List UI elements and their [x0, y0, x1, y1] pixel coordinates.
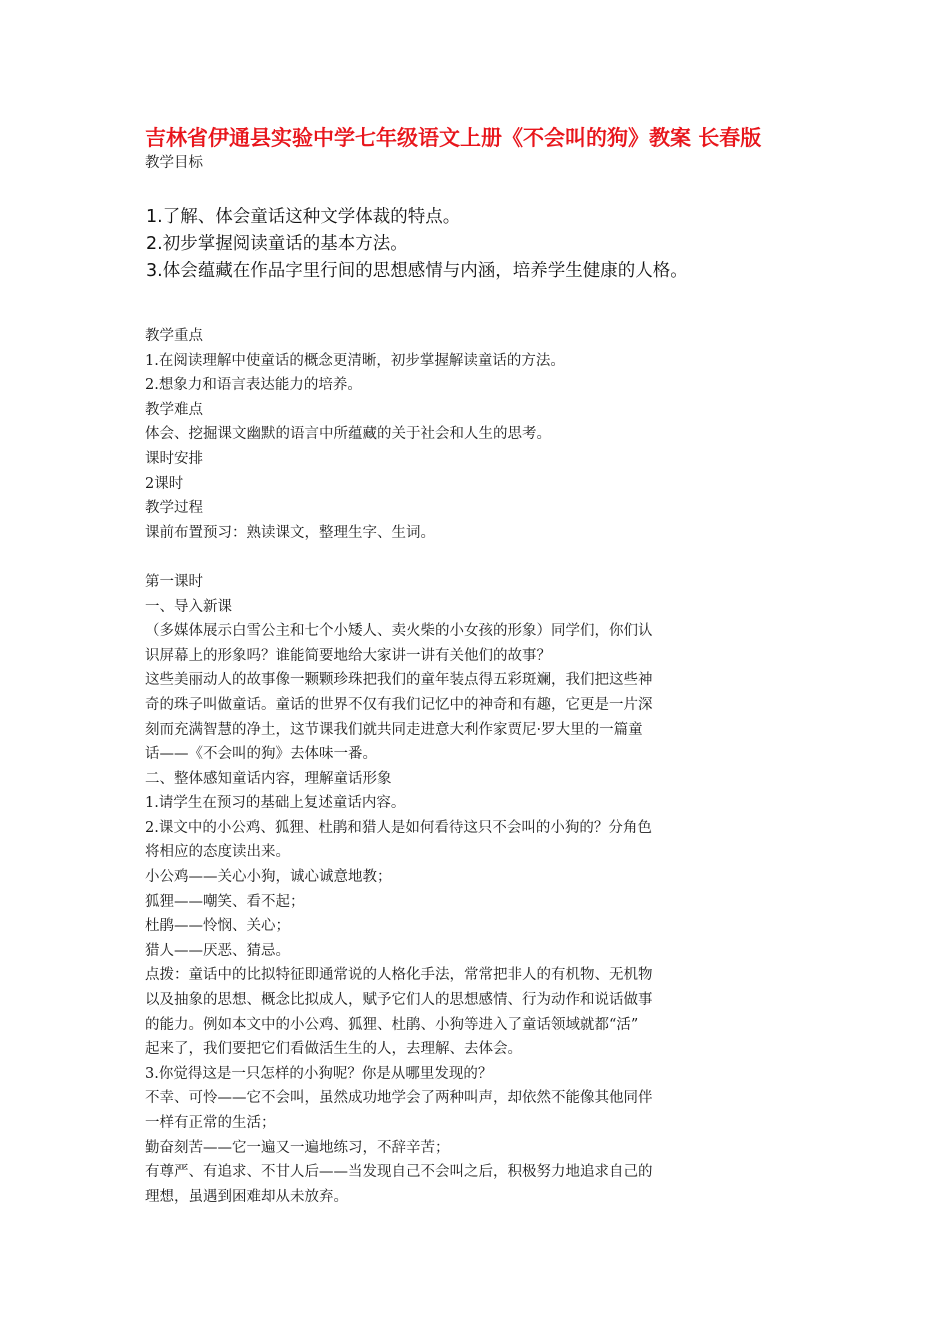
text-line: 第一课时: [145, 573, 203, 590]
section-heading-goals: 教学目标: [145, 155, 203, 171]
objective-item: 2.初步掌握阅读童话的基本方法。: [146, 234, 408, 254]
text-line: （多媒体展示白雪公主和七个小矮人、卖火柴的小女孩的形象）同学们，你们认: [145, 623, 653, 640]
text-line: 体会、挖掘课文幽默的语言中所蕴藏的关于社会和人生的思考。: [145, 426, 551, 443]
text-line: 2.想象力和语言表达能力的培养。: [145, 377, 362, 394]
text-line: 的能力。例如本文中的小公鸡、狐狸、杜鹃、小狗等进入了童话领域就都“活”: [145, 1016, 639, 1033]
text-line: 奇的珠子叫做童话。童话的世界不仅有我们记忆中的神奇和有趣，它更是一片深: [145, 696, 653, 713]
text-line: 杜鹃——怜悯、关心；: [145, 918, 290, 935]
text-line: 1.在阅读理解中使童话的概念更清晰，初步掌握解读童话的方法。: [145, 352, 565, 369]
text-line: 教学难点: [145, 401, 203, 418]
text-line: 一样有正常的生活；: [145, 1115, 276, 1131]
text-line: 狐狸——嘲笑、看不起；: [145, 893, 305, 910]
text-line: 一、导入新课: [145, 598, 232, 615]
text-line: 课前布置预习：熟读课文，整理生字、生词。: [145, 524, 435, 541]
text-line: 教学过程: [145, 500, 203, 517]
text-line: 教学重点: [145, 328, 203, 344]
text-line: 话——《不会叫的狗》去体味一番。: [145, 746, 377, 763]
text-line: 起来了，我们要把它们看做活生生的人，去理解、去体会。: [145, 1041, 522, 1058]
objectives-list: [146, 204, 926, 285]
text-line: 1.请学生在预习的基础上复述童话内容。: [145, 795, 406, 812]
objective-item: 1.了解、体会童话这种文学体裁的特点。: [146, 207, 461, 227]
text-line: 理想，虽遇到困难却从未放弃。: [145, 1188, 348, 1205]
text-line: 不幸、可怜——它不会叫，虽然成功地学会了两种叫声，却依然不能像其他同伴: [145, 1090, 653, 1107]
text-line: 3.你觉得这是一只怎样的小狗呢？你是从哪里发现的？: [145, 1065, 493, 1082]
text-line: 勤奋刻苦——它一遍又一遍地练习，不辞辛苦；: [145, 1139, 450, 1156]
text-line: 小公鸡——关心小狗，诚心诚意地教；: [145, 869, 392, 886]
text-line: 将相应的态度读出来。: [145, 844, 290, 861]
text-line: 课时安排: [145, 450, 203, 467]
text-line: 刻而充满智慧的净土，这节课我们就共同走进意大利作家贾尼·罗大里的一篇童: [145, 721, 643, 738]
text-line: 点拨：童话中的比拟特征即通常说的人格化手法，常常把非人的有机物、无机物: [145, 967, 653, 984]
text-line: 有尊严、有追求、不甘人后——当发现自己不会叫之后，积极努力地追求自己的: [145, 1164, 653, 1181]
text-line: 2.课文中的小公鸡、狐狸、杜鹃和猎人是如何看待这只不会叫的小狗的？分角色: [145, 819, 652, 836]
text-line: 这些美丽动人的故事像一颗颗珍珠把我们的童年装点得五彩斑斓，我们把这些神: [145, 672, 653, 689]
text-line: 2课时: [145, 475, 184, 492]
text-line: 识屏幕上的形象吗？谁能简要地给大家讲一讲有关他们的故事？: [145, 647, 551, 664]
text-line: 以及抽象的思想、概念比拟成人，赋予它们人的思想感情、行为动作和说话做事: [145, 992, 653, 1009]
page-title: 吉林省伊通县实验中学七年级语文上册《不会叫的狗》教案 长春版: [145, 125, 762, 150]
objective-item: 3.体会蕴藏在作品字里行间的思想感情与内涵，培养学生健康的人格。: [146, 261, 688, 281]
blank-line: [145, 545, 835, 570]
body-text: [145, 324, 835, 1209]
text-line: 二、整体感知童话内容，理解童话形象: [145, 770, 392, 787]
text-line: 猎人——厌恶、猜忌。: [145, 942, 290, 959]
